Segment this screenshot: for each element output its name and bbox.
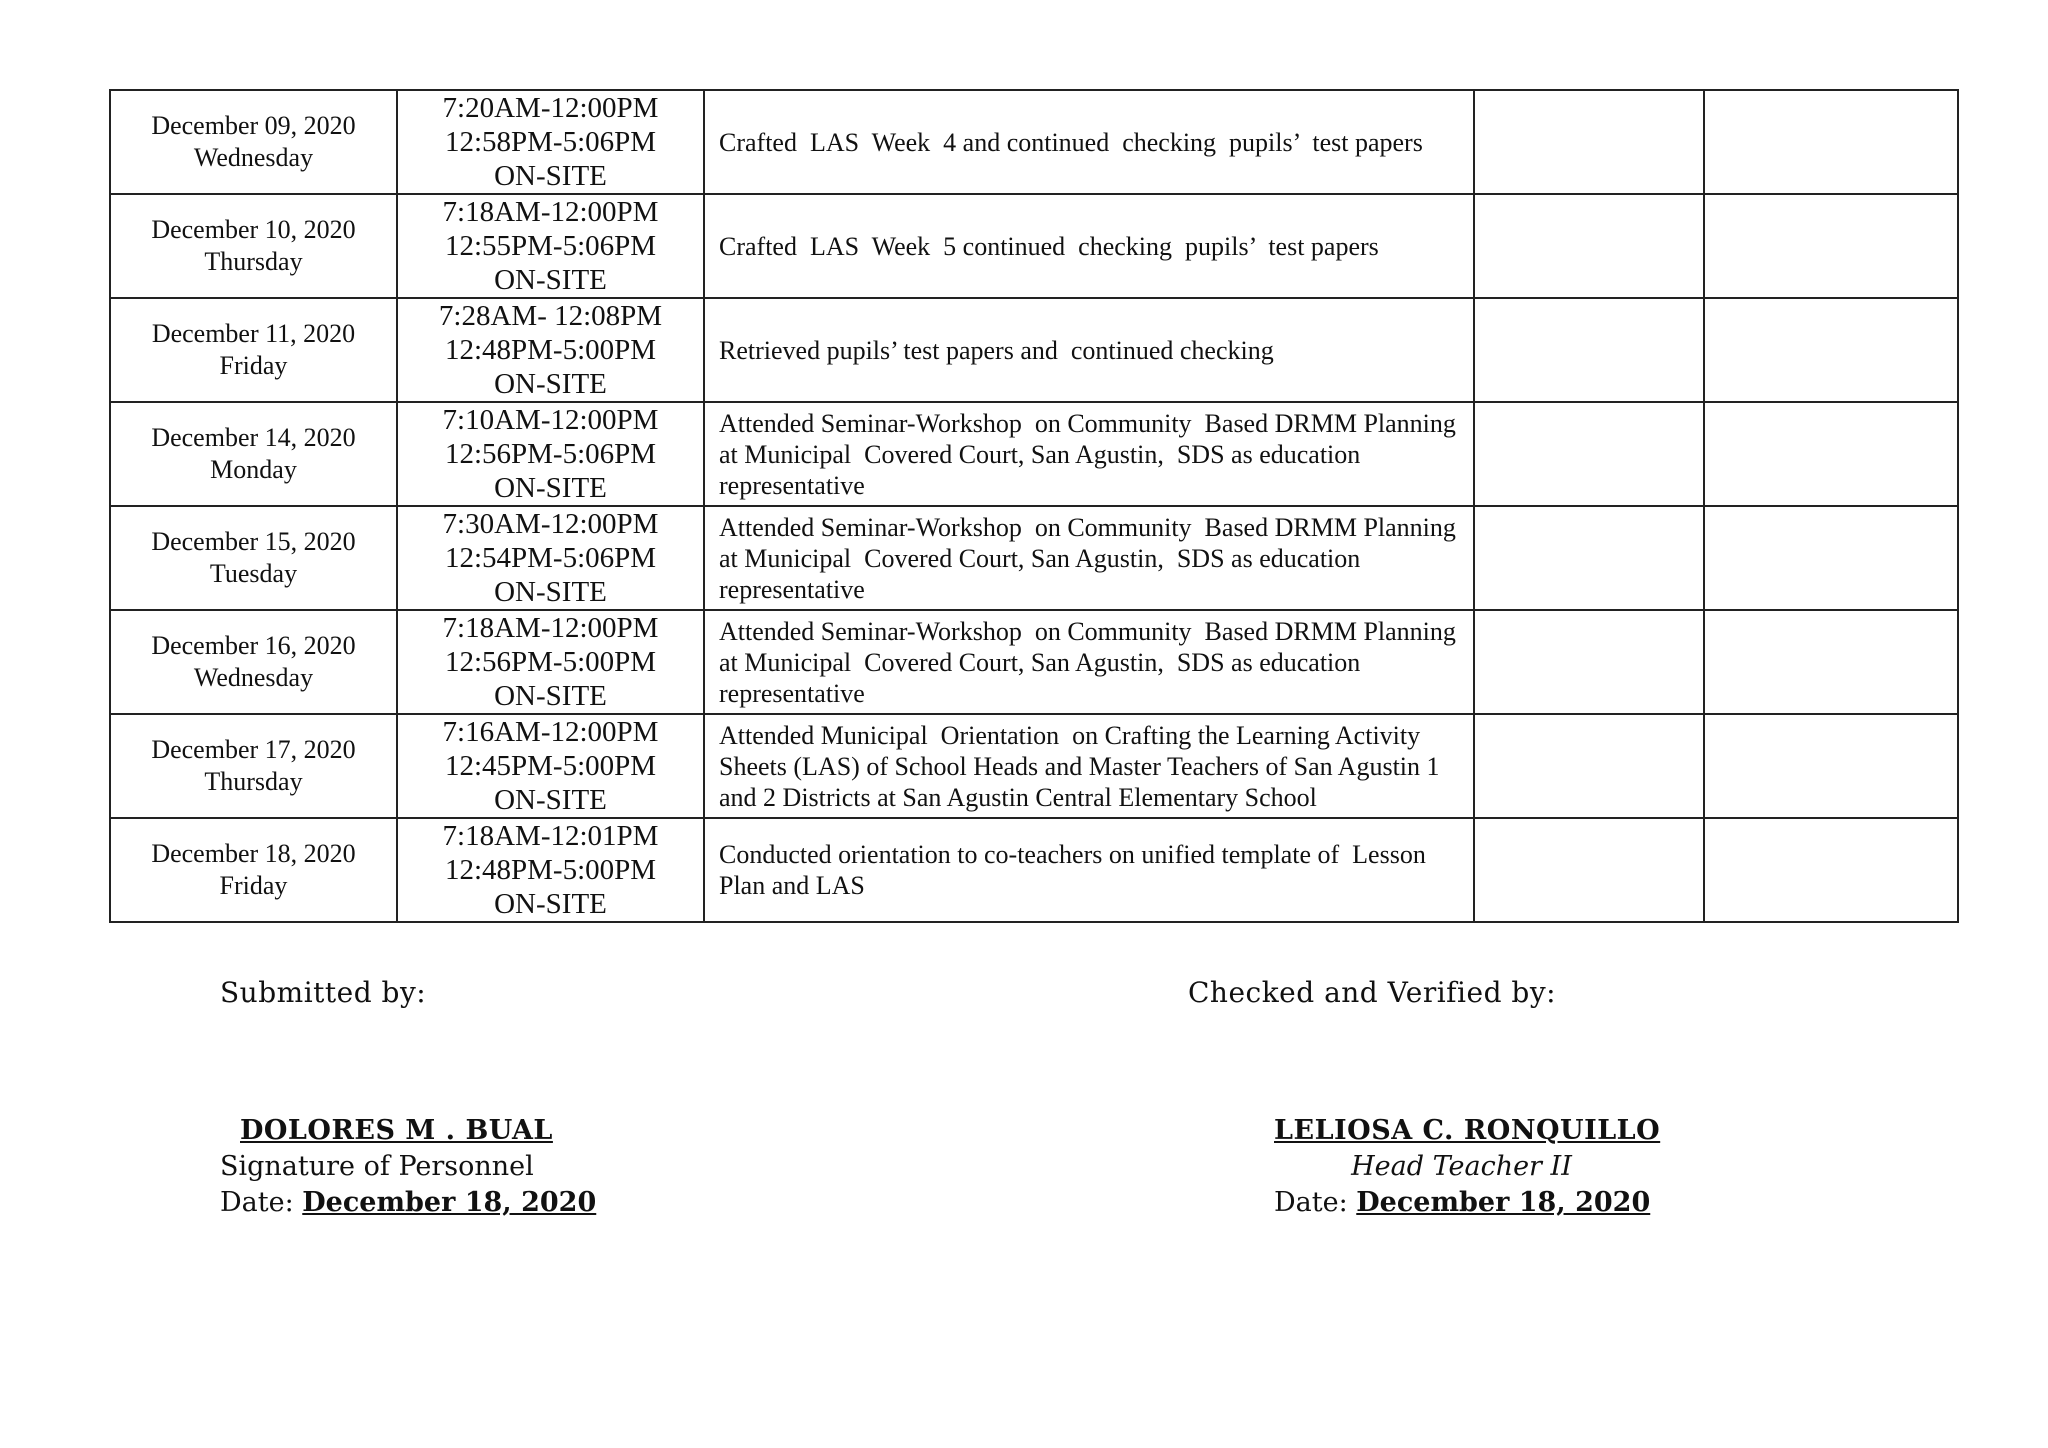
submitted-signature-block xyxy=(220,1113,596,1221)
time-cell xyxy=(397,714,704,818)
activity-text: Retrieved pupils’ test papers and continued checking xyxy=(719,335,1274,365)
submitted-role: Signature of Personnel xyxy=(220,1151,534,1182)
verified-name-text: LELIOSA C. RONQUILLO xyxy=(1274,1115,1661,1146)
blank-cell xyxy=(1474,194,1704,298)
table-row xyxy=(110,90,1958,194)
time-pm-text: 12:48PM-5:00PM xyxy=(444,334,657,366)
day-text: Friday xyxy=(219,351,288,380)
date-cell xyxy=(110,402,397,506)
date-text: December 10, 2020 xyxy=(151,215,356,244)
time-pm-text: 12:56PM-5:06PM xyxy=(444,438,657,470)
activity-cell xyxy=(704,90,1474,194)
date-cell xyxy=(110,714,397,818)
activity-text: Attended Seminar-Workshop on Community Based DRMM Planning at Municipal Covered Court, San Agustin, SDS as education representative xyxy=(719,408,1463,500)
submitted-date-value: December 18, 2020 xyxy=(302,1187,597,1218)
activity-text: Attended Seminar-Workshop on Community Based DRMM Planning at Municipal Covered Court, San Agustin, SDS as education representative xyxy=(719,512,1463,604)
date-text: December 15, 2020 xyxy=(151,527,356,556)
date-cell xyxy=(110,610,397,714)
activity-log-body xyxy=(110,90,1958,922)
day-text: Wednesday xyxy=(193,143,314,172)
table-row xyxy=(110,506,1958,610)
time-am-text: 7:20AM-12:00PM xyxy=(442,92,659,124)
work-mode-text: ON-SITE xyxy=(494,160,607,192)
date-text: December 09, 2020 xyxy=(151,111,356,140)
date-cell xyxy=(110,506,397,610)
work-mode-text: ON-SITE xyxy=(494,368,607,400)
submitted-date xyxy=(220,1185,596,1221)
activity-cell xyxy=(704,818,1474,922)
time-pm-text: 12:48PM-5:00PM xyxy=(444,854,657,886)
table-row xyxy=(110,714,1958,818)
time-am-text: 7:18AM-12:00PM xyxy=(442,196,659,228)
activity-cell xyxy=(704,402,1474,506)
day-text: Wednesday xyxy=(193,663,314,692)
time-am-text: 7:16AM-12:00PM xyxy=(442,716,659,748)
blank-cell xyxy=(1704,714,1958,818)
submitted-name-text: DOLORES M . BUAL xyxy=(240,1115,553,1146)
activity-cell xyxy=(704,714,1474,818)
time-cell xyxy=(397,90,704,194)
day-text: Tuesday xyxy=(209,559,298,588)
time-pm-text: 12:45PM-5:00PM xyxy=(444,750,657,782)
blank-cell xyxy=(1704,506,1958,610)
blank-cell xyxy=(1704,402,1958,506)
activity-text: Attended Municipal Orientation on Crafting the Learning Activity Sheets (LAS) of School Heads and Master Teachers of San Agustin 1 and 2 Districts at San Agustin Central Elementary School xyxy=(719,720,1447,812)
time-cell xyxy=(397,402,704,506)
day-text: Monday xyxy=(210,455,297,484)
submitted-by-heading: Submitted by: xyxy=(220,976,427,1009)
work-mode-text: ON-SITE xyxy=(494,888,607,920)
activity-text: Conducted orientation to co-teachers on unified template of Lesson Plan and LAS xyxy=(719,840,1433,900)
table-row xyxy=(110,818,1958,922)
blank-cell xyxy=(1474,714,1704,818)
blank-cell xyxy=(1704,90,1958,194)
time-am-text: 7:18AM-12:01PM xyxy=(442,820,659,852)
submitted-name xyxy=(220,1113,596,1149)
date-cell xyxy=(110,298,397,402)
time-am-text: 7:30AM-12:00PM xyxy=(442,508,659,540)
table-row xyxy=(110,610,1958,714)
blank-cell xyxy=(1474,506,1704,610)
date-text: December 18, 2020 xyxy=(151,839,356,868)
blank-cell xyxy=(1704,818,1958,922)
work-mode-text: ON-SITE xyxy=(494,576,607,608)
blank-cell xyxy=(1704,194,1958,298)
blank-cell xyxy=(1474,818,1704,922)
time-cell xyxy=(397,818,704,922)
table-row xyxy=(110,194,1958,298)
day-text: Thursday xyxy=(204,247,303,276)
time-am-text: 7:18AM-12:00PM xyxy=(442,612,659,644)
activity-text: Attended Seminar-Workshop on Community Based DRMM Planning at Municipal Covered Court, San Agustin, SDS as education representative xyxy=(719,616,1463,708)
time-cell xyxy=(397,506,704,610)
work-mode-text: ON-SITE xyxy=(494,784,607,816)
blank-cell xyxy=(1474,402,1704,506)
blank-cell xyxy=(1474,610,1704,714)
time-pm-text: 12:54PM-5:06PM xyxy=(444,542,657,574)
activity-cell xyxy=(704,506,1474,610)
day-text: Friday xyxy=(219,871,288,900)
work-mode-text: ON-SITE xyxy=(494,264,607,296)
table-row xyxy=(110,402,1958,506)
submitted-date-label: Date: xyxy=(220,1187,303,1218)
time-pm-text: 12:56PM-5:00PM xyxy=(444,646,657,678)
activity-cell xyxy=(704,194,1474,298)
activity-text: Crafted LAS Week 4 and continued checking pupils’ test papers xyxy=(719,127,1423,157)
activity-log-table xyxy=(109,89,1959,923)
verified-date-value: December 18, 2020 xyxy=(1356,1187,1651,1218)
verified-date xyxy=(1274,1185,1674,1221)
time-cell xyxy=(397,610,704,714)
date-cell xyxy=(110,90,397,194)
activity-cell xyxy=(704,298,1474,402)
date-text: December 14, 2020 xyxy=(151,423,356,452)
time-pm-text: 12:58PM-5:06PM xyxy=(444,126,657,158)
verified-role: Head Teacher II xyxy=(1351,1151,1572,1182)
blank-cell xyxy=(1474,90,1704,194)
verified-by-heading: Checked and Verified by: xyxy=(1188,976,1557,1009)
time-am-text: 7:28AM- 12:08PM xyxy=(438,300,663,332)
work-mode-text: ON-SITE xyxy=(494,680,607,712)
verified-name xyxy=(1274,1113,1674,1149)
blank-cell xyxy=(1474,298,1704,402)
work-mode-text: ON-SITE xyxy=(494,472,607,504)
blank-cell xyxy=(1704,298,1958,402)
verified-date-label: Date: xyxy=(1274,1187,1357,1218)
date-cell xyxy=(110,194,397,298)
time-am-text: 7:10AM-12:00PM xyxy=(442,404,659,436)
date-text: December 17, 2020 xyxy=(151,735,356,764)
day-text: Thursday xyxy=(204,767,303,796)
verified-signature-block xyxy=(1274,1113,1674,1221)
activity-text: Crafted LAS Week 5 continued checking pupils’ test papers xyxy=(719,231,1379,261)
time-cell xyxy=(397,298,704,402)
time-pm-text: 12:55PM-5:06PM xyxy=(444,230,657,262)
activity-cell xyxy=(704,610,1474,714)
table-row xyxy=(110,298,1958,402)
date-text: December 16, 2020 xyxy=(151,631,356,660)
date-cell xyxy=(110,818,397,922)
date-text: December 11, 2020 xyxy=(151,319,356,348)
time-cell xyxy=(397,194,704,298)
blank-cell xyxy=(1704,610,1958,714)
